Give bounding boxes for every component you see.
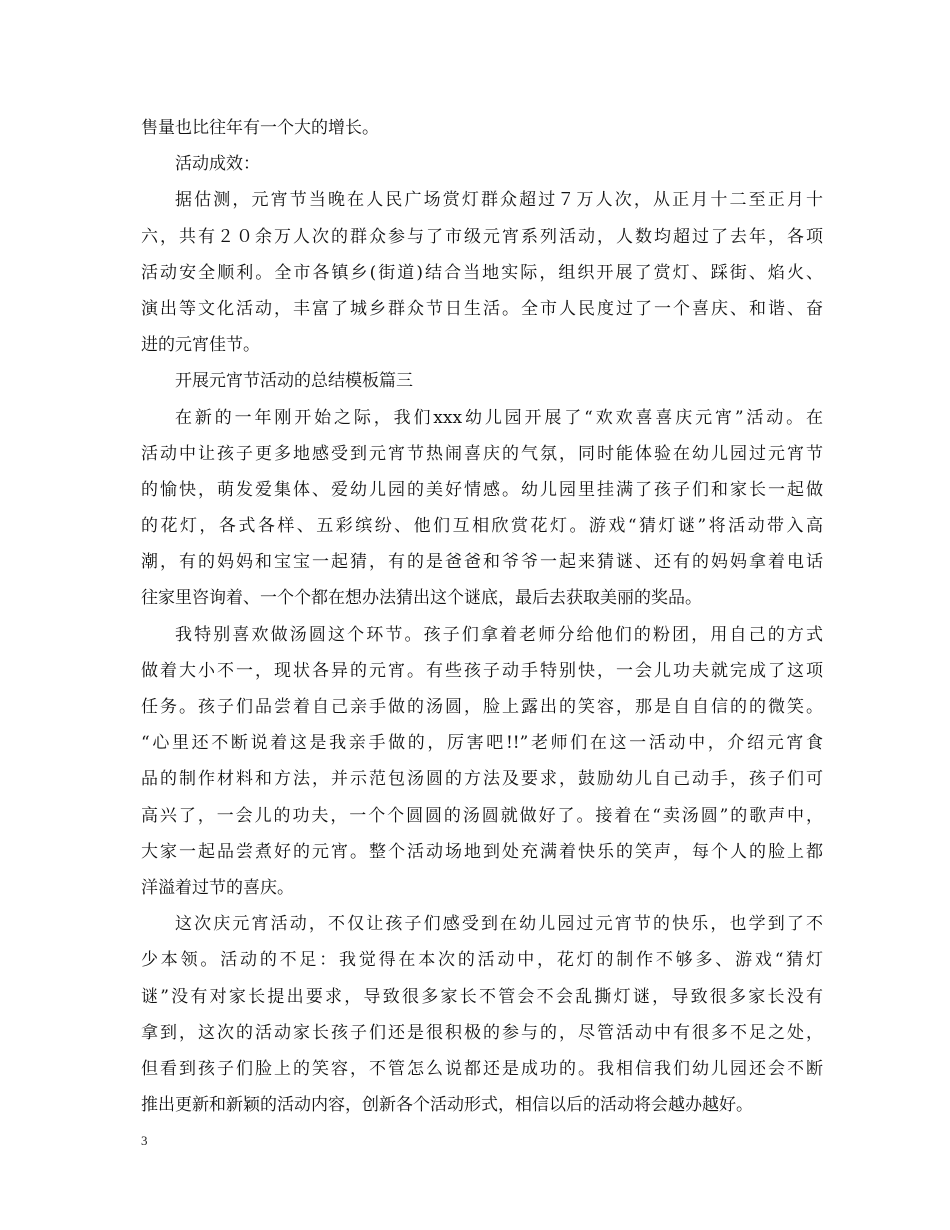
text-line: 活动成效： [175, 154, 260, 175]
text-line: 活动安全顺利。全市各镇乡(街道)结合当地实际，组织开展了赏灯、踩街、焰火、 [141, 262, 823, 283]
text-line: 进的元宵佳节。 [141, 335, 260, 356]
text-line: 我特别喜欢做汤圆这个环节。孩子们拿着老师分给他们的粉团，用自己的方式 [175, 624, 823, 645]
text-line: 少本领。活动的不足：我觉得在本次的活动中，花灯的制作不够多、游戏“猜灯 [141, 950, 823, 971]
text-line: 推出更新和新颖的活动内容，创新各个活动形式，相信以后的活动将会越办越好。 [141, 1095, 753, 1116]
text-line: 谜”没有对家长提出要求，导致很多家长不管会不会乱撕灯谜，导致很多家长没有 [141, 986, 823, 1007]
page-number: 3 [141, 1133, 148, 1148]
text-line: 六，共有２０余万人次的群众参与了市级元宵系列活动，人数均超过了去年，各项 [141, 226, 823, 247]
text-line: 做着大小不一，现状各异的元宵。有些孩子动手特别快，一会儿功夫就完成了这项 [141, 660, 823, 681]
document-body [141, 110, 823, 1123]
text-line: 售量也比往年有一个大的增长。 [141, 118, 379, 138]
text-line: 活动中让孩子更多地感受到元宵节热闹喜庆的气氛，同时能体验在幼儿园过元宵节 [141, 443, 823, 464]
text-line: 的花灯，各式各样、五彩缤纷、他们互相欣赏花灯。游戏“猜灯谜”将活动带入高 [141, 516, 823, 537]
text-line: “心里还不断说着这是我亲手做的，厉害吧!!”老师们在这一活动中，介绍元宵食 [141, 733, 823, 754]
section-heading: 开展元宵节活动的总结模板篇三 [175, 371, 413, 392]
text-line: 往家里咨询着、一个个都在想办法猜出这个谜底，最后去获取美丽的奖品。 [141, 588, 702, 609]
text-line: 洋溢着过节的喜庆。 [141, 877, 294, 898]
text-line: 在新的一年刚开始之际，我们xxx幼儿园开展了“欢欢喜喜庆元宵”活动。在 [175, 407, 823, 428]
text-line: 任务。孩子们品尝着自己亲手做的汤圆，脸上露出的笑容，那是自自信的的微笑。 [141, 697, 823, 717]
text-line: 的愉快，萌发爱集体、爱幼儿园的美好情感。幼儿园里挂满了孩子们和家长一起做 [141, 479, 823, 500]
text-line: 品的制作材料和方法，并示范包汤圆的方法及要求，鼓励幼儿自己动手，孩子们可 [141, 769, 823, 790]
text-line: 拿到，这次的活动家长孩子们还是很积极的参与的，尽管活动中有很多不足之处， [141, 1022, 823, 1043]
text-line: 据估测，元宵节当晚在人民广场赏灯群众超过７万人次，从正月十二至正月十 [175, 190, 823, 211]
text-line: 高兴了，一会儿的功夫，一个个圆圆的汤圆就做好了。接着在“卖汤圆”的歌声中， [141, 805, 823, 826]
text-line: 演出等文化活动，丰富了城乡群众节日生活。全市人民度过了一个喜庆、和谐、奋 [141, 298, 823, 319]
text-line: 但看到孩子们脸上的笑容，不管怎么说都还是成功的。我相信我们幼儿园还会不断 [141, 1058, 823, 1079]
text-line: 这次庆元宵活动，不仅让孩子们感受到在幼儿园过元宵节的快乐，也学到了不 [175, 914, 823, 935]
text-line: 潮，有的妈妈和宝宝一起猜，有的是爸爸和爷爷一起来猜谜、还有的妈妈拿着电话 [141, 552, 823, 573]
text-line: 大家一起品尝煮好的元宵。整个活动场地到处充满着快乐的笑声，每个人的脸上都 [141, 841, 823, 862]
